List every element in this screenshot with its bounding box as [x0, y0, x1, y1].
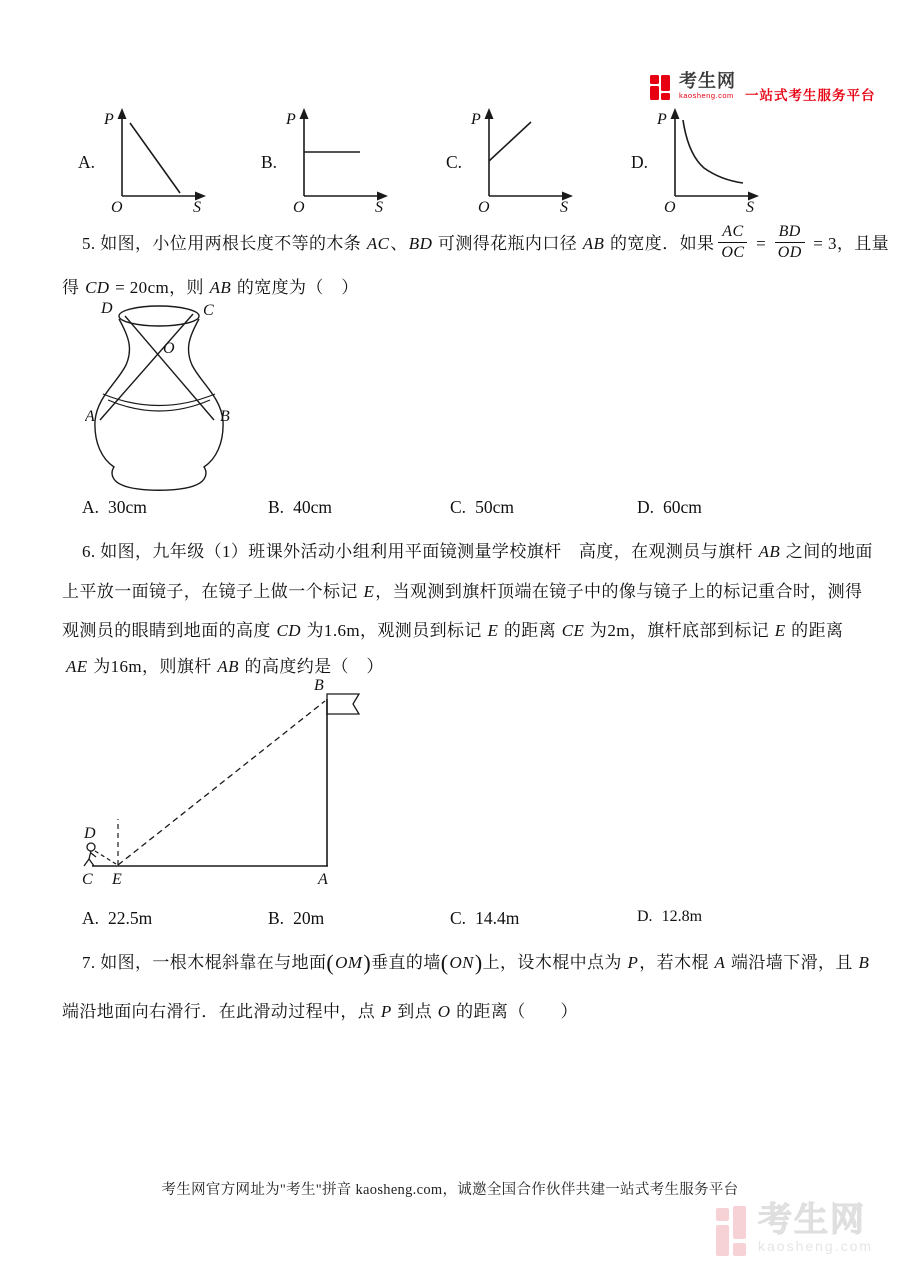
question5-line1: 5. 如图，小位用两根长度不等的木条 AC、BD 可测得花瓶内口径 AB 的宽度．如果 $\frac{AC}{OC}$ = $\frac{BD}{OD}$ = 3，且量 — [82, 223, 890, 261]
graph-d-hyperbola — [653, 106, 768, 218]
vase-label-a: A — [85, 408, 95, 425]
origin-label: O — [293, 199, 305, 216]
flag-label-d: D — [84, 825, 96, 842]
vase-label-o: O — [163, 340, 175, 357]
observer-stick-figure — [84, 843, 96, 866]
logo-text — [679, 72, 736, 100]
question6-line2: 上平放一面镜子，在镜子上做一个标记 E，当观测到旗杆顶端在镜子中的像与镜子上的标记重合时，测得 — [62, 582, 863, 601]
sightline-DE — [95, 851, 116, 864]
watermark-text — [758, 1202, 873, 1254]
vase-label-c: C — [203, 302, 214, 319]
graph-option-a-label: A. — [78, 151, 96, 172]
q6-option-b-value: 20m — [293, 908, 325, 928]
q5-option-b-value: 40cm — [293, 497, 332, 517]
flagpole-figure — [78, 676, 373, 896]
q6-option-d — [637, 908, 702, 926]
logo-tagline: 一站式考生服务平台 — [745, 88, 876, 103]
q5-option-c-value: 50cm — [475, 497, 514, 517]
q6-option-c-label: C. — [450, 908, 467, 928]
q5-option-d-value: 60cm — [663, 497, 702, 517]
graph-option-b-label: B. — [261, 151, 278, 172]
question5-line2: 得 CD = 20cm，则 AB 的宽度为（ ） — [62, 278, 359, 297]
q5-option-a-label: A. — [82, 497, 100, 517]
q6-option-a-value: 22.5m — [108, 908, 153, 928]
flag-label-e: E — [112, 871, 122, 888]
origin-label: O — [111, 199, 123, 216]
graph-option-b — [261, 106, 397, 218]
question7-line1: 7. 如图，一根木棍斜靠在与地面(OM)垂直的墙(ON)上，设木棍中点为 P，若木棍 A 端沿墙下滑，且 B — [82, 950, 870, 975]
watermark — [716, 1202, 873, 1258]
vase-label-d: D — [101, 301, 113, 317]
kaosheng-logo-icon — [650, 75, 674, 100]
flag-label-c: C — [82, 871, 93, 888]
origin-label: O — [478, 199, 490, 216]
axis-s-label: S — [560, 199, 569, 216]
question7-line2: 端沿地面向右滑行．在此滑动过程中，点 P 到点 O 的距离（ ） — [62, 1002, 578, 1021]
q5-option-d — [637, 497, 702, 518]
axis-s-label: S — [375, 199, 384, 216]
q6-option-d-value: 12.8m — [661, 908, 703, 925]
q5-option-a-value: 30cm — [108, 497, 147, 517]
footer-text: 考生网官方网址为"考生"拼音 kaosheng.com，诚邀全国合作伙伴共建一站式考生服务平台 — [161, 1182, 739, 1198]
q5-option-c — [450, 497, 514, 518]
q5-option-c-label: C. — [450, 497, 467, 517]
graph-option-c — [446, 106, 582, 218]
question6-line3: 观测员的眼睛到地面的高度 CD 为1.6m，观测员到标记 E 的距离 CE 为2m，旗杆底部到标记 E 的距离 — [62, 621, 844, 640]
flag — [327, 694, 359, 714]
q6-option-a-label: A. — [82, 908, 100, 928]
flag-label-a: A — [318, 871, 328, 888]
origin-label: O — [664, 199, 676, 216]
logo-domain: kaosheng.com — [679, 91, 734, 100]
logo-title: 考生网 — [679, 71, 736, 91]
graph-option-c-label: C. — [446, 151, 463, 172]
axis-s-label: S — [746, 199, 755, 216]
question6-line1: 6. 如图，九年级（1）班课外活动小组利用平面镜测量学校旗杆 高度，在观测员与旗杆 AB 之间的地面 — [82, 542, 873, 561]
axis-p-label: P — [286, 111, 296, 128]
axis-p-label: P — [104, 111, 114, 128]
q6-option-a — [82, 908, 152, 929]
vase-label-b: B — [220, 408, 230, 425]
kaosheng-watermark-icon — [716, 1206, 750, 1258]
q5-option-d-label: D. — [637, 497, 655, 517]
q5-option-b — [268, 497, 332, 518]
q6-option-c — [450, 908, 519, 929]
q6-option-d-label: D. — [637, 908, 653, 925]
axis-p-label: P — [657, 111, 667, 128]
watermark-title: 考生网 — [758, 1201, 866, 1239]
q6-option-c-value: 14.4m — [475, 908, 520, 928]
question6-line4: AE 为16m，则旗杆 AB 的高度约是（ ） — [66, 657, 384, 676]
graph-a-decreasing-line — [100, 106, 215, 218]
graph-c-increasing-line — [467, 106, 582, 218]
q5-option-a — [82, 497, 147, 518]
site-logo — [650, 72, 876, 104]
graph-b-horizontal-line — [282, 106, 397, 218]
axis-p-label: P — [471, 111, 481, 128]
sightline-EB — [118, 701, 325, 865]
axis-s-label: S — [193, 199, 202, 216]
graph-option-d-label: D. — [631, 151, 649, 172]
graph-option-a — [78, 106, 215, 218]
q5-option-b-label: B. — [268, 497, 285, 517]
q6-option-b — [268, 908, 324, 929]
flag-label-b: B — [314, 677, 324, 694]
graph-option-d — [631, 106, 768, 218]
q6-option-b-label: B. — [268, 908, 285, 928]
vase-figure — [85, 301, 240, 496]
watermark-domain: kaosheng.com — [758, 1238, 874, 1254]
